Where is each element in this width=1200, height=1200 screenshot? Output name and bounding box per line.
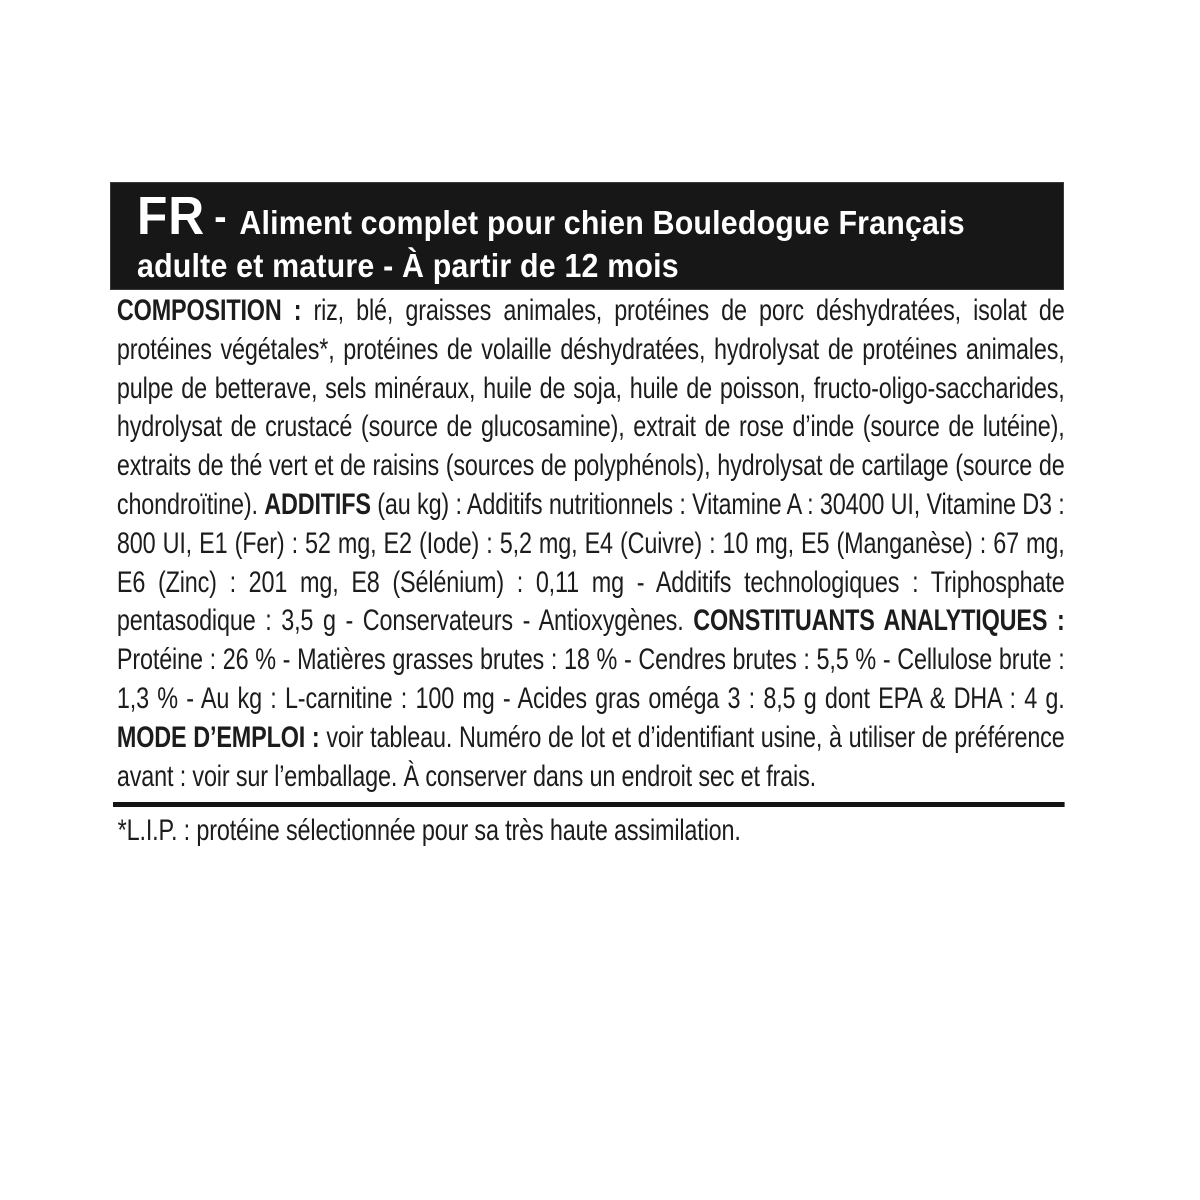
mode-demploi-heading: MODE D’EMPLOI :	[116, 720, 327, 754]
additifs-text: (au kg) : Additifs nutritionnels : Vitamine A : 30400 UI, Vitamine D3 : 800 UI, E1 (Fer) : 52 mg, E2 (Iode) : 5,2 mg, E4 (Cuivre) : 10 mg, E5 (Manganèse) : 67 mg, E6 (Zinc) : 201 mg, E8 (Sélénium) : 0,11 mg - Additifs technologiques : Triphosphate pentasodique : 3,5 g - Conservateurs - Antioxygènes.	[116, 487, 1065, 638]
product-title-line2: adulte et mature - À partir de 12 mois	[137, 247, 679, 284]
constituants-analytiques-text: Protéine : 26 % - Matières grasses brutes : 18 % - Cendres brutes : 5,5 % - Cellulose brute : 1,3 % - Au kg : L-carnitine : 100 mg - Acides gras oméga 3 : 8,5 g dont EPA & DHA : 4 g.	[116, 643, 1065, 715]
header-separator: -	[214, 195, 227, 239]
language-header-bar	[111, 183, 1063, 289]
divider-rule	[113, 802, 1065, 807]
mode-demploi-text: voir tableau. Numéro de lot et d’identifiant usine, à utiliser de préférence avant : voir sur l’emballage. À conserver dans un endroit sec et frais.	[116, 720, 1065, 793]
composition-heading: COMPOSITION :	[116, 294, 314, 327]
lip-footnote: *L.I.P. : protéine sélectionnée pour sa très haute assimilation.	[117, 814, 741, 848]
product-title-line1: Aliment complet pour chien Bouledogue Français	[239, 204, 965, 241]
language-code: FR	[137, 186, 206, 246]
label-content	[113, 292, 1065, 850]
label-body-text	[113, 292, 1065, 796]
composition-text: riz, blé, graisses animales, protéines de porc déshydratées, isolat de protéines végétales*, protéines de volaille déshydratées, hydrolysat de protéines animales, pulpe de betterave, sels minéraux, huile de soja, huile de poisson, fructo-oligo-saccharides, hydrolysat de crustacé (source de glucosamine), extrait de rose d’inde (source de lutéine), extraits de thé vert et de raisins (sources de polyphénols), hydrolysat de cartilage (source de chondroïtine).	[116, 294, 1065, 521]
header-title-line1	[137, 185, 1085, 247]
header-content	[137, 185, 1085, 285]
additifs-heading: ADDITIFS	[264, 487, 378, 521]
constituants-analytiques-heading: CONSTITUANTS ANALYTIQUES :	[693, 604, 1065, 638]
